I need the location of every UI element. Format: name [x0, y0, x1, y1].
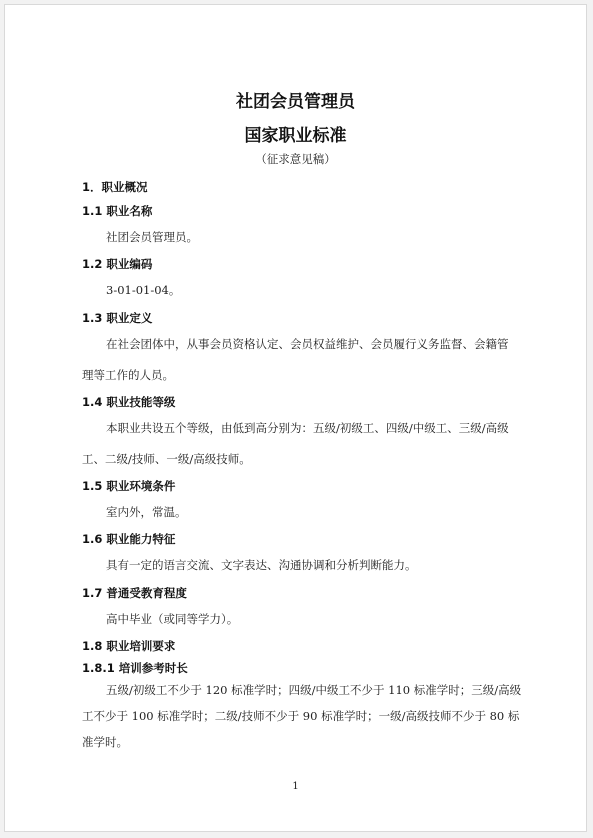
page-number: 1: [292, 781, 299, 792]
document-title: 社团会员管理员: [236, 92, 355, 112]
paragraph-1-7: 高中毕业（或同等学力）。: [106, 612, 239, 626]
section-heading-1-3: 1.3 职业定义: [82, 311, 153, 325]
paragraph-1-8-1-line1: 五级/初级工不少于 120 标准学时；四级/中级工不少于 110 标准学时；三级/高级: [106, 683, 522, 697]
section-heading-1-8: 1.8 职业培训要求: [82, 639, 176, 653]
paragraph-1-4-line1: 本职业共设五个等级，由低到高分别为：五级/初级工、四级/中级工、三级/高级: [106, 421, 509, 435]
section-heading-1-5: 1.5 职业环境条件: [82, 479, 176, 493]
paragraph-1-2: 3-01-01-04。: [106, 283, 181, 297]
paragraph-1-8-1-line3: 准学时。: [82, 735, 128, 749]
section-heading-1-7: 1.7 普通受教育程度: [82, 586, 187, 600]
section-heading-1-8-1: 1.8.1 培训参考时长: [82, 661, 188, 675]
section-heading-1-1: 1.1 职业名称: [82, 204, 153, 218]
draft-note: （征求意见稿）: [255, 152, 336, 166]
section-heading-1: 1．职业概况: [82, 180, 148, 194]
section-heading-1-6: 1.6 职业能力特征: [82, 532, 176, 546]
paragraph-1-4-line2: 工、二级/技师、一级/高级技师。: [82, 452, 251, 466]
paragraph-1-8-1-line2: 工不少于 100 标准学时；二级/技师不少于 90 标准学时；一级/高级技师不少于 80 标: [82, 709, 520, 723]
section-heading-1-4: 1.4 职业技能等级: [82, 395, 176, 409]
document-subtitle: 国家职业标准: [244, 126, 347, 146]
paragraph-1-1: 社团会员管理员。: [106, 230, 198, 244]
section-heading-1-2: 1.2 职业编码: [82, 257, 153, 271]
paragraph-1-5: 室内外，常温。: [106, 505, 187, 519]
paragraph-1-3-line2: 理等工作的人员。: [82, 368, 174, 382]
paragraph-1-6: 具有一定的语言交流、文字表达、沟通协调和分析判断能力。: [106, 558, 417, 572]
document-page: [4, 4, 587, 832]
paragraph-1-3-line1: 在社会团体中，从事会员资格认定、会员权益维护、会员履行义务监督、会籍管: [106, 337, 509, 351]
